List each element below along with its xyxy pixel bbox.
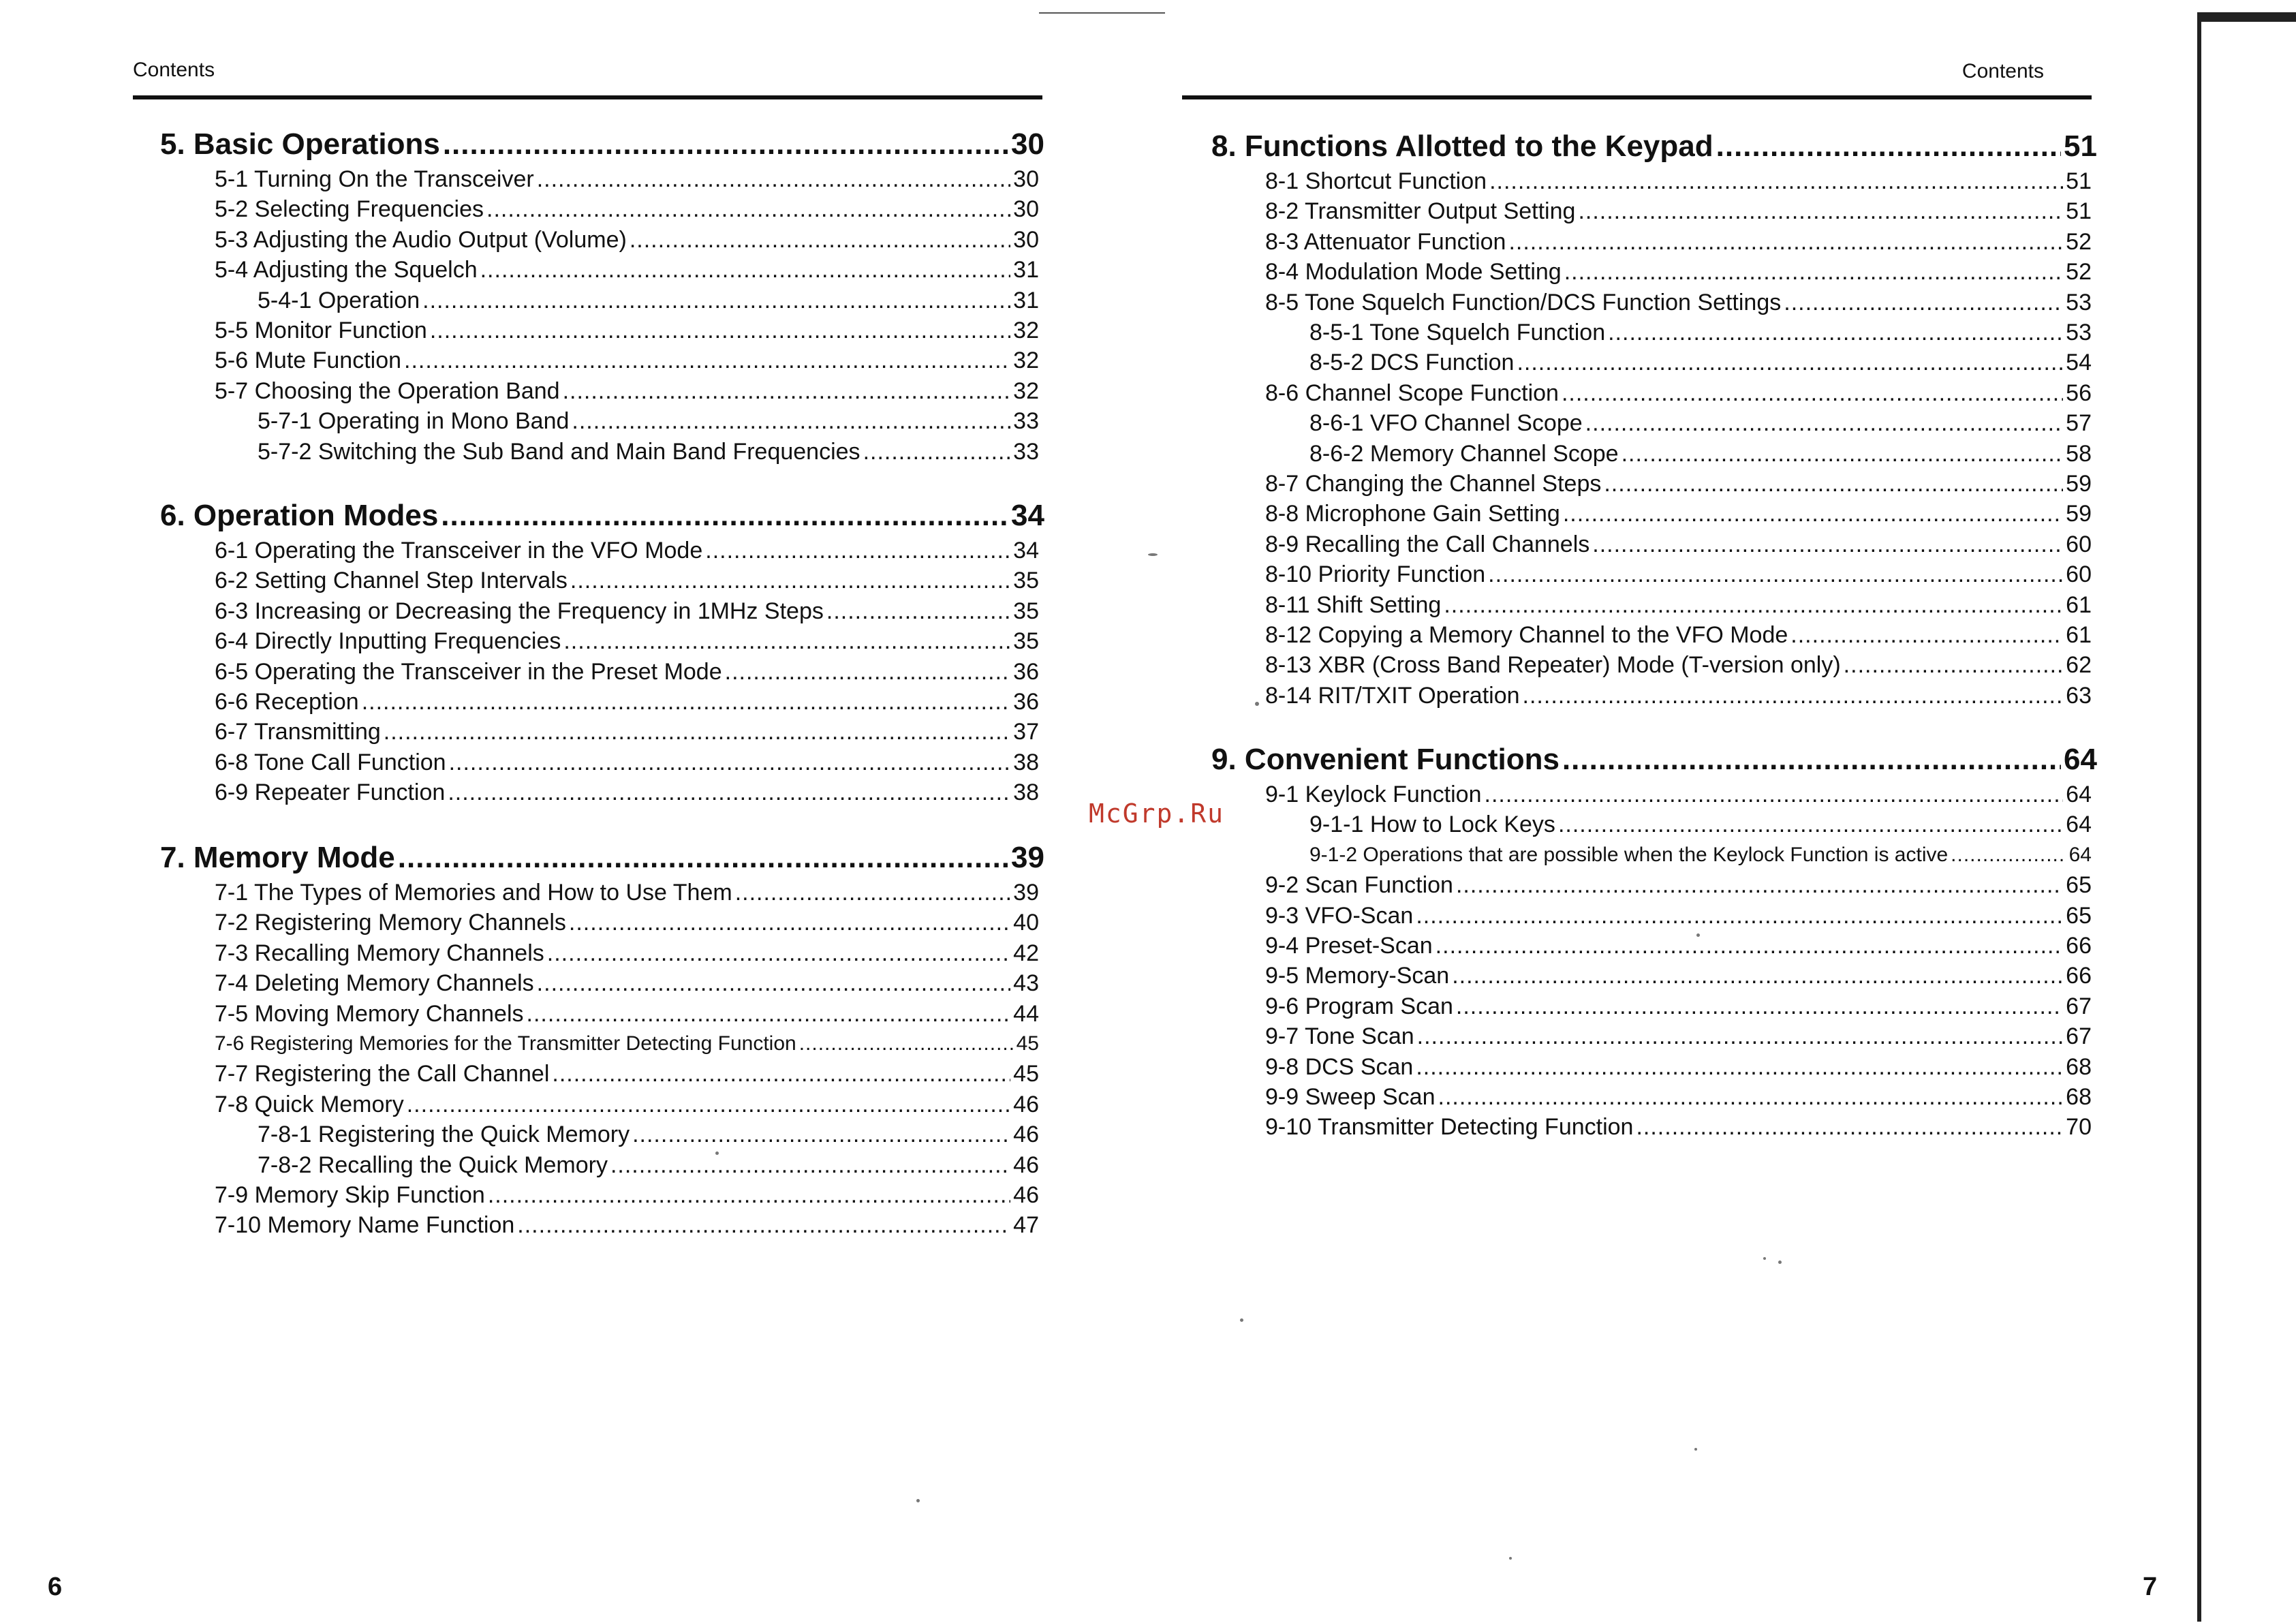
leader-dots: [1784, 288, 2063, 318]
toc-subsection-entry[interactable]: [258, 437, 1039, 467]
toc-entry-title: 9-2 Scan Function: [1265, 872, 1453, 899]
toc-section-entry[interactable]: [1265, 590, 2092, 620]
toc-entry-title: 6-6 Reception: [215, 689, 359, 715]
toc-page-number: 65: [2066, 872, 2092, 899]
toc-entry-title: 5-5 Monitor Function: [215, 318, 427, 343]
toc-entry-title: 8-7 Changing the Channel Steps: [1265, 471, 1602, 497]
leader-dots: [443, 126, 1008, 163]
toc-section-entry[interactable]: [1265, 1052, 2092, 1082]
toc-entry-title: 6. Operation Modes: [160, 499, 439, 532]
right-page: [1158, 0, 2248, 1623]
leader-dots: [1604, 469, 2063, 499]
toc-subsection-entry[interactable]: [258, 1119, 1039, 1149]
toc-subsection-entry[interactable]: [1309, 347, 2092, 377]
toc-section-entry[interactable]: [1265, 227, 2092, 257]
toc-entry-title: 5-3 Adjusting the Audio Output (Volume): [215, 226, 627, 253]
toc-entry-title: 6-2 Setting Channel Step Intervals: [215, 568, 568, 594]
toc-entry-title: 9. Convenient Functions: [1211, 743, 1560, 776]
toc-page-number: 43: [1013, 970, 1039, 997]
toc-page-number: 70: [2066, 1114, 2092, 1141]
toc-page-number: 32: [1013, 347, 1039, 374]
toc-section-entry[interactable]: [215, 1180, 1039, 1210]
leader-dots: [1564, 257, 2063, 287]
toc-section-entry[interactable]: [215, 376, 1039, 406]
toc-entry-title: 9-1 Keylock Function: [1265, 782, 1482, 807]
toc-entry-title: 8-4 Modulation Mode Setting: [1265, 259, 1562, 285]
toc-page-number: 34: [1011, 499, 1044, 532]
leader-dots: [1636, 1112, 2063, 1142]
toc-page-number: 56: [2066, 380, 2092, 406]
toc-subsection-entry[interactable]: [258, 285, 1039, 315]
toc-page-number: 62: [2066, 652, 2092, 679]
toc-section-entry[interactable]: [215, 657, 1039, 687]
toc-entry-title: 7-8-2 Recalling the Quick Memory: [258, 1151, 608, 1178]
toc-page-number: 64: [2064, 743, 2097, 776]
toc-entry-title: 5-7-1 Operating in Mono Band: [258, 408, 570, 435]
toc-entry-title: 9-4 Preset-Scan: [1265, 933, 1433, 959]
leader-dots: [449, 747, 1011, 777]
page-number: 6: [48, 1573, 63, 1601]
toc-entry-title: 6-8 Tone Call Function: [215, 749, 446, 775]
leader-dots: [725, 657, 1011, 687]
toc-chapter-entry[interactable]: [160, 839, 1044, 876]
toc-page-number: 33: [1013, 438, 1039, 465]
toc-chapter-entry[interactable]: [1211, 128, 2097, 165]
leader-dots: [1416, 901, 2063, 931]
toc-page-number: 38: [1013, 749, 1039, 775]
leader-dots: [1485, 779, 2064, 809]
leader-dots: [1716, 128, 2061, 165]
toc-section-entry[interactable]: [1265, 469, 2092, 499]
leader-dots: [1951, 840, 2066, 870]
toc-page-number: 53: [2066, 320, 2092, 345]
toc-page-number: 40: [1013, 910, 1039, 936]
leader-dots: [563, 376, 1011, 406]
scan-speck: [916, 1499, 920, 1502]
toc-subsection-entry[interactable]: [1309, 408, 2092, 438]
toc-section-entry[interactable]: [215, 164, 1039, 194]
leader-dots: [1578, 196, 2063, 226]
toc-page-number: 33: [1013, 408, 1039, 435]
toc-page-number: 45: [1013, 1061, 1039, 1087]
toc-page-number: 60: [2066, 561, 2092, 588]
toc-entry-title: 5-4-1 Operation: [258, 287, 420, 313]
toc-section-entry[interactable]: [1265, 650, 2092, 680]
toc-page-number: 32: [1013, 377, 1039, 404]
toc-entry-title: 9-8 DCS Scan: [1265, 1053, 1414, 1080]
toc-page-number: 34: [1013, 538, 1039, 563]
toc-page-number: 60: [2066, 531, 2092, 557]
leader-dots: [1416, 1052, 2063, 1082]
leader-dots: [563, 626, 1010, 656]
toc-page-number: 53: [2066, 289, 2092, 315]
running-head: Contents: [133, 59, 215, 81]
watermark: McGrp.Ru: [1089, 799, 1225, 829]
toc-page-number: 38: [1013, 779, 1039, 806]
leader-dots: [547, 938, 1010, 968]
toc-page-number: 39: [1013, 880, 1039, 906]
toc-entry-title: 9-10 Transmitter Detecting Function: [1265, 1114, 1634, 1141]
toc-subsection-entry[interactable]: [1309, 439, 2092, 469]
toc-entry-title: 7. Memory Mode: [160, 841, 395, 874]
toc-page-number: 39: [1011, 841, 1044, 874]
leader-dots: [384, 717, 1010, 747]
leader-dots: [404, 345, 1010, 375]
toc-page-number: 67: [2066, 1023, 2092, 1050]
leader-dots: [537, 968, 1011, 998]
leader-dots: [488, 1180, 1010, 1210]
toc-entry-title: 8-12 Copying a Memory Channel to the VFO Mode: [1265, 622, 1788, 648]
leader-dots: [632, 1119, 1010, 1149]
toc-entry-title: 9-3 VFO-Scan: [1265, 902, 1414, 929]
leader-dots: [537, 164, 1010, 194]
leader-dots: [1592, 529, 2063, 559]
toc-entry-title: 7-6 Registering Memories for the Transmitter Detecting Function: [215, 1032, 796, 1055]
scan-speck: [1778, 1261, 1782, 1264]
toc-page-number: 35: [1013, 628, 1039, 655]
leader-dots: [1790, 620, 2063, 650]
scan-speck: [1696, 933, 1700, 937]
toc-page-number: 66: [2066, 933, 2092, 959]
toc-page-number: 68: [2066, 1053, 2092, 1080]
toc-section-entry[interactable]: [215, 596, 1039, 626]
toc-subsection-entry[interactable]: [1309, 840, 2092, 870]
toc-entry-title: 8-2 Transmitter Output Setting: [1265, 198, 1576, 225]
toc-entry-title: 9-9 Sweep Scan: [1265, 1084, 1436, 1110]
toc-page-number: 67: [2066, 993, 2092, 1019]
toc-page-number: 54: [2066, 350, 2092, 376]
toc-subsection-entry[interactable]: [1309, 318, 2092, 347]
leader-dots: [1417, 1021, 2064, 1051]
leader-dots: [863, 437, 1011, 467]
toc-entry-title: 5. Basic Operations: [160, 127, 440, 161]
toc-section-entry[interactable]: [1265, 499, 2092, 529]
toc-entry-title: 8-5 Tone Squelch Function/DCS Function Settings: [1265, 289, 1782, 315]
toc-page-number: 35: [1013, 568, 1039, 594]
leader-dots: [1456, 991, 2063, 1021]
toc-entry-title: 6-4 Directly Inputting Frequencies: [215, 628, 561, 655]
toc-page-number: 30: [1013, 226, 1039, 253]
toc-entry-title: 7-2 Registering Memory Channels: [215, 910, 566, 936]
leader-dots: [610, 1150, 1010, 1180]
toc-entry-title: 8-6 Channel Scope Function: [1265, 380, 1559, 406]
toc-subsection-entry[interactable]: [258, 406, 1039, 436]
running-head: Contents: [1961, 60, 2044, 82]
toc-section-entry[interactable]: [215, 255, 1039, 285]
leader-dots: [1488, 559, 2063, 589]
leader-dots: [1444, 590, 2063, 620]
scan-speck: [1255, 702, 1259, 706]
toc-entry-title: 7-8 Quick Memory: [215, 1091, 404, 1117]
toc-section-entry[interactable]: [215, 777, 1039, 807]
toc-section-entry[interactable]: [215, 878, 1039, 908]
toc-page-number: 36: [1013, 658, 1039, 685]
toc-entry-title: 5-4 Adjusting the Squelch: [215, 257, 478, 283]
toc-section-entry[interactable]: [215, 717, 1039, 747]
toc-entry-title: 7-4 Deleting Memory Channels: [215, 970, 534, 997]
toc-entry-title: 9-1-2 Operations that are possible when the Keylock Function is active: [1309, 843, 1949, 866]
toc-page-number: 30: [1013, 166, 1039, 192]
toc-page-number: 63: [2066, 682, 2092, 709]
toc-page-number: 31: [1013, 257, 1039, 283]
toc-entry-title: 5-7-2 Switching the Sub Band and Main Band Frequencies: [258, 438, 860, 465]
leader-dots: [1558, 809, 2063, 839]
toc-page-number: 46: [1013, 1091, 1039, 1117]
leader-dots: [407, 1089, 1010, 1119]
toc-entry-title: 8-6-2 Memory Channel Scope: [1309, 440, 1619, 467]
toc-section-entry[interactable]: [1265, 378, 2092, 408]
leader-dots: [1517, 347, 2063, 377]
leader-dots: [1523, 681, 2064, 711]
toc-section-entry[interactable]: [1265, 681, 2092, 711]
toc-page-number: 59: [2066, 471, 2092, 497]
toc-section-entry[interactable]: [215, 536, 1039, 566]
leader-dots: [735, 878, 1010, 908]
toc-page-number: 45: [1016, 1032, 1039, 1055]
leader-dots: [441, 497, 1008, 534]
toc-entry-title: 7-8-1 Registering the Quick Memory: [258, 1122, 630, 1148]
toc-entry-title: 7-9 Memory Skip Function: [215, 1182, 485, 1208]
leader-dots: [1563, 499, 2063, 529]
toc-entry-title: 8-3 Attenuator Function: [1265, 228, 1506, 255]
toc-section-entry[interactable]: [1265, 1112, 2092, 1142]
toc-entry-title: 8-14 RIT/TXIT Operation: [1265, 682, 1520, 709]
toc-page-number: 64: [2068, 843, 2092, 866]
leader-dots: [799, 1029, 1014, 1059]
scan-speck: [715, 1151, 719, 1155]
toc-entry-title: 9-1-1 How to Lock Keys: [1309, 812, 1555, 838]
leader-dots: [705, 536, 1010, 566]
toc-page-number: 68: [2066, 1084, 2092, 1110]
toc-section-entry[interactable]: [1265, 991, 2092, 1021]
header-rule: [133, 95, 1042, 99]
toc-page-number: 58: [2066, 440, 2092, 467]
leader-dots: [517, 1210, 1010, 1240]
toc-page-number: 47: [1013, 1212, 1039, 1239]
leader-dots: [826, 596, 1010, 626]
toc-page-number: 59: [2066, 501, 2092, 527]
leader-dots: [1844, 650, 2064, 680]
toc-chapter-entry[interactable]: [1211, 741, 2097, 778]
page-number: 7: [2143, 1573, 2158, 1601]
scan-speck: [1509, 1557, 1512, 1560]
toc-entry-title: 9-6 Program Scan: [1265, 993, 1453, 1019]
toc-page-number: 51: [2066, 168, 2092, 194]
toc-page-number: 52: [2066, 259, 2092, 285]
toc-entry-title: 5-7 Choosing the Operation Band: [215, 377, 560, 404]
toc-section-entry[interactable]: [1265, 166, 2092, 196]
toc-page-number: 32: [1013, 318, 1039, 343]
toc-subsection-entry[interactable]: [1309, 809, 2092, 839]
toc-section-entry[interactable]: [215, 225, 1039, 255]
toc-page-number: 51: [2066, 198, 2092, 225]
toc-entry-title: 8-8 Microphone Gain Setting: [1265, 501, 1560, 527]
toc-subsection-entry[interactable]: [258, 1150, 1039, 1180]
toc-page-number: 65: [2066, 902, 2092, 929]
leader-dots: [430, 315, 1010, 345]
toc-page-number: 52: [2066, 228, 2092, 255]
toc-section-entry[interactable]: [215, 1210, 1039, 1240]
toc-entry-title: 8-6-1 VFO Channel Scope: [1309, 410, 1583, 437]
toc-section-entry[interactable]: [1265, 529, 2092, 559]
leader-dots: [1438, 1082, 2064, 1112]
toc-section-entry[interactable]: [1265, 559, 2092, 589]
toc-section-entry[interactable]: [215, 1089, 1039, 1119]
toc-section-entry[interactable]: [1265, 931, 2092, 961]
toc-section-entry[interactable]: [1265, 961, 2092, 991]
scan-speck: [1148, 553, 1158, 556]
toc-page-number: 64: [2066, 812, 2092, 838]
toc-section-entry[interactable]: [215, 566, 1039, 596]
leader-dots: [1562, 378, 2063, 408]
toc-entry-title: 6-1 Operating the Transceiver in the VFO Mode: [215, 538, 703, 563]
toc-page-number: 46: [1013, 1151, 1039, 1178]
leader-dots: [1608, 318, 2063, 347]
toc-entry-title: 8-5-2 DCS Function: [1309, 350, 1515, 376]
toc-page-number: 61: [2066, 622, 2092, 648]
leader-dots: [569, 908, 1010, 938]
toc-section-entry[interactable]: [1265, 288, 2092, 318]
toc-entry-title: 6-5 Operating the Transceiver in the Preset Mode: [215, 658, 722, 685]
toc-entry-title: 9-5 Memory-Scan: [1265, 963, 1450, 989]
leader-dots: [448, 777, 1010, 807]
toc-page-number: 64: [2066, 782, 2092, 807]
leader-dots: [422, 285, 1010, 315]
leader-dots: [1622, 439, 2064, 469]
toc-section-entry[interactable]: [1265, 901, 2092, 931]
toc-entry-title: 5-6 Mute Function: [215, 347, 402, 374]
leader-dots: [630, 225, 1010, 255]
toc-entry-title: 6-7 Transmitting: [215, 719, 381, 745]
toc-section-entry[interactable]: [215, 1029, 1039, 1059]
leader-dots: [1436, 931, 2064, 961]
toc-page-number: 46: [1013, 1182, 1039, 1208]
toc-entry-title: 6-9 Repeater Function: [215, 779, 446, 806]
toc-section-entry[interactable]: [215, 747, 1039, 777]
header-rule: [1182, 95, 2092, 99]
toc-section-entry[interactable]: [1265, 870, 2092, 900]
leader-dots: [570, 566, 1010, 596]
toc-section-entry[interactable]: [1265, 257, 2092, 287]
leader-dots: [572, 406, 1010, 436]
toc-entry-title: 8-5-1 Tone Squelch Function: [1309, 320, 1606, 345]
toc-entry-title: 7-3 Recalling Memory Channels: [215, 940, 544, 966]
toc-entry-title: 8. Functions Allotted to the Keypad: [1211, 129, 1713, 163]
toc-page-number: 37: [1013, 719, 1039, 745]
toc-entry-title: 7-5 Moving Memory Channels: [215, 1000, 524, 1027]
toc-section-entry[interactable]: [215, 687, 1039, 717]
toc-section-entry[interactable]: [215, 1059, 1039, 1089]
toc-section-entry[interactable]: [215, 345, 1039, 375]
toc-entry-title: 8-10 Priority Function: [1265, 561, 1486, 588]
toc-page-number: 57: [2066, 410, 2092, 437]
toc-entry-title: 5-2 Selecting Frequencies: [215, 196, 484, 223]
toc-section-entry[interactable]: [1265, 1082, 2092, 1112]
toc-page-number: 46: [1013, 1122, 1039, 1148]
toc-section-entry[interactable]: [215, 908, 1039, 938]
leader-dots: [1456, 870, 2063, 900]
toc-entry-title: 9-7 Tone Scan: [1265, 1023, 1414, 1050]
toc-section-entry[interactable]: [215, 626, 1039, 656]
leader-dots: [1489, 166, 2063, 196]
toc-section-entry[interactable]: [1265, 779, 2092, 809]
toc-section-entry[interactable]: [1265, 620, 2092, 650]
toc-page-number: 42: [1013, 940, 1039, 966]
toc-page-number: 35: [1013, 598, 1039, 624]
toc-entry-title: 8-9 Recalling the Call Channels: [1265, 531, 1590, 557]
toc-entry-title: 7-1 The Types of Memories and How to Use Them: [215, 880, 732, 906]
toc-chapter-entry[interactable]: [160, 126, 1044, 163]
toc-entry-title: 5-1 Turning On the Transceiver: [215, 166, 534, 192]
toc-section-entry[interactable]: [215, 194, 1039, 224]
toc-section-entry[interactable]: [1265, 196, 2092, 226]
toc-entry-title: 8-13 XBR (Cross Band Repeater) Mode (T-version only): [1265, 652, 1841, 679]
left-page: [0, 0, 1090, 1623]
leader-dots: [480, 255, 1011, 285]
leader-dots: [1508, 227, 2063, 257]
toc-section-entry[interactable]: [1265, 1021, 2092, 1051]
toc-section-entry[interactable]: [215, 968, 1039, 998]
toc-entry-title: 8-11 Shift Setting: [1265, 591, 1442, 618]
toc-page-number: 31: [1013, 287, 1039, 313]
toc-section-entry[interactable]: [215, 999, 1039, 1029]
toc-chapter-entry[interactable]: [160, 497, 1044, 534]
toc-entry-title: 8-1 Shortcut Function: [1265, 168, 1487, 194]
leader-dots: [1562, 741, 2061, 778]
toc-section-entry[interactable]: [215, 315, 1039, 345]
toc-page-number: 61: [2066, 591, 2092, 618]
toc-page-number: 30: [1011, 127, 1044, 161]
toc-entry-title: 7-10 Memory Name Function: [215, 1212, 515, 1239]
toc-page-number: 66: [2066, 963, 2092, 989]
leader-dots: [398, 839, 1008, 876]
leader-dots: [486, 194, 1010, 224]
toc-section-entry[interactable]: [215, 938, 1039, 968]
scan-speck: [1763, 1257, 1766, 1260]
leader-dots: [362, 687, 1010, 717]
leader-dots: [1452, 961, 2063, 991]
toc-page-number: 44: [1013, 1000, 1039, 1027]
scan-speck: [1240, 1318, 1243, 1322]
leader-dots: [552, 1059, 1010, 1089]
toc-page-number: 36: [1013, 689, 1039, 715]
toc-page-number: 30: [1013, 196, 1039, 223]
leader-dots: [527, 999, 1011, 1029]
toc-entry-title: 7-7 Registering the Call Channel: [215, 1061, 550, 1087]
leader-dots: [1585, 408, 2064, 438]
toc-page-number: 51: [2064, 129, 2097, 163]
toc-entry-title: 6-3 Increasing or Decreasing the Frequency in 1MHz Steps: [215, 598, 824, 624]
scan-speck: [1694, 1448, 1697, 1451]
